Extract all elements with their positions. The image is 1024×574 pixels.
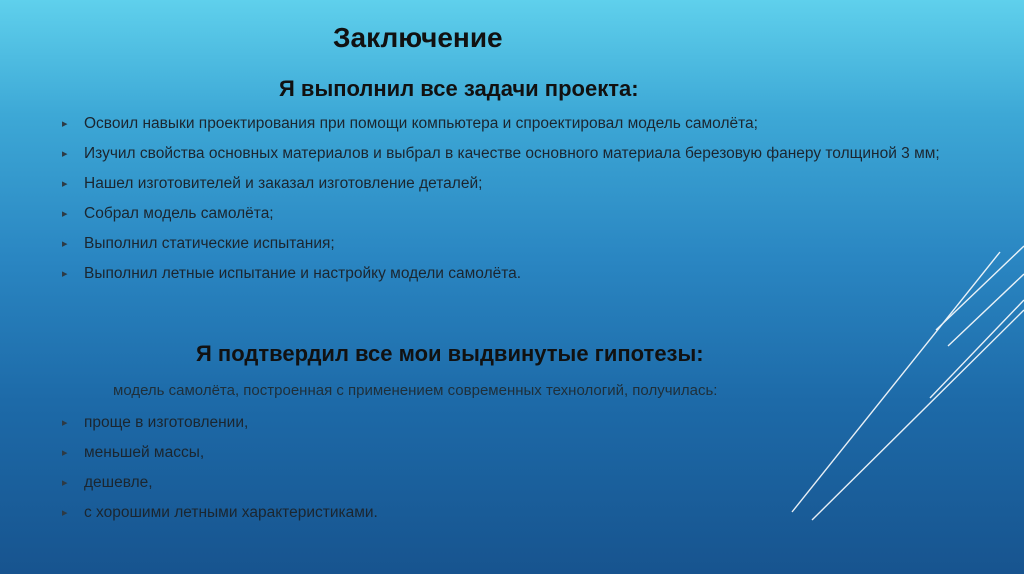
- list-item-text: Изучил свойства основных материалов и выбрал в качестве основного материала березовую фанеру толщиной 3 мм;: [84, 145, 940, 162]
- list-item-text: проще в изготовлении,: [84, 414, 249, 431]
- list-item-text: Выполнил летные испытание и настройку модели самолёта.: [84, 265, 522, 282]
- list-item-text: Собрал модель самолёта;: [84, 205, 274, 222]
- list-item: [62, 265, 942, 283]
- section-heading-tasks: Я выполнил все задачи проекта:: [279, 76, 639, 101]
- list-item: [62, 504, 942, 522]
- bullet-arrow-icon: ▸: [62, 208, 68, 220]
- deco-line-1: [936, 246, 1024, 330]
- list-item-text: меньшей массы,: [84, 444, 205, 461]
- tasks-list: [62, 115, 942, 295]
- bullet-arrow-icon: ▸: [62, 118, 68, 130]
- list-item: [62, 235, 942, 253]
- list-item: [62, 444, 942, 462]
- bullet-arrow-icon: ▸: [62, 268, 68, 280]
- slide-title: Заключение: [333, 22, 503, 53]
- list-item: [62, 414, 942, 432]
- bullet-arrow-icon: ▸: [62, 417, 68, 429]
- list-item-text: Освоил навыки проектирования при помощи компьютера и спроектировал модель самолёта;: [84, 115, 758, 132]
- deco-line-2: [948, 274, 1024, 346]
- deco-line-3: [930, 300, 1024, 398]
- section-heading-hypotheses: Я подтвердил все мои выдвинутые гипотезы:: [196, 341, 704, 366]
- hypotheses-intro: модель самолёта, построенная с применением современных технологий, получилась:: [113, 382, 718, 399]
- list-item: [62, 145, 942, 163]
- list-item-text: дешевле,: [84, 474, 153, 491]
- bullet-arrow-icon: ▸: [62, 477, 68, 489]
- bullet-arrow-icon: ▸: [62, 238, 68, 250]
- bullet-arrow-icon: ▸: [62, 447, 68, 459]
- results-list: [62, 414, 942, 534]
- list-item: [62, 205, 942, 223]
- list-item-text: Выполнил статические испытания;: [84, 235, 335, 252]
- list-item: [62, 175, 942, 193]
- bullet-arrow-icon: ▸: [62, 148, 68, 160]
- list-item: [62, 474, 942, 492]
- bullet-arrow-icon: ▸: [62, 178, 68, 190]
- list-item: [62, 115, 942, 133]
- bullet-arrow-icon: ▸: [62, 507, 68, 519]
- list-item-text: Нашел изготовителей и заказал изготовление деталей;: [84, 175, 483, 192]
- list-item-text: с хорошими летными характеристиками.: [84, 504, 378, 521]
